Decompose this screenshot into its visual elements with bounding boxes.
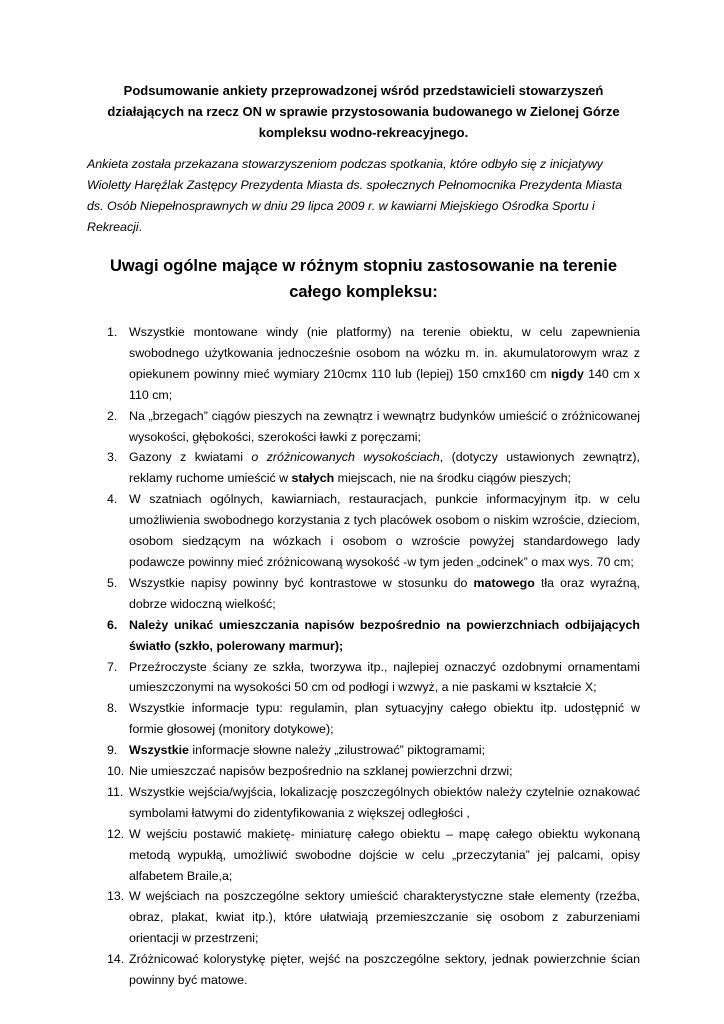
list-item-text: Wszystkie wejścia/wyjścia, lokalizację poszczególnych obiektów należy czytelnie oznakować symbolami łatwymi do zidentyfikowania z większej odległości ,: [129, 784, 640, 820]
list-item: [87, 698, 640, 740]
list-item: [87, 761, 640, 782]
list-item: [87, 615, 640, 657]
list-item-number: 4.: [107, 492, 118, 507]
list-item: [87, 782, 640, 824]
list-item-number: 6.: [107, 617, 118, 632]
list-item-text: Należy unikać umieszczania napisów bezpośrednio na powierzchniach odbijających światło (szkło, polerowany marmur);: [129, 617, 640, 653]
recommendations-list: [87, 322, 640, 991]
list-item-text: W szatniach ogólnych, kawiarniach, restauracjach, punkcie informacyjnym itp. w celu umożliwienia swobodnego korzystania z tych placówek osobom o niskim wzroście, dzieciom, osobom siedzącym na wózkach i osobom o wzroście powyżej standardowego lady podawcze powinny mieć zróżnicowaną wysokość -w tym jeden „odcinek” o max wys. 70 cm;: [129, 492, 640, 569]
list-item-number: 10.: [107, 764, 125, 779]
list-item: [87, 740, 640, 761]
list-item: [87, 886, 640, 949]
list-item-number: 14.: [107, 952, 125, 967]
list-item-number: 13.: [107, 889, 125, 904]
list-item-text: stałych: [291, 471, 335, 486]
list-item-text: Wszystkie montowane windy (nie platformy) na terenie obiektu, w celu zapewnienia swobodnego użytkowania jednocześnie osobom na wózku m. in. akumulatorowym wraz z opiekunem powinny mieć wymiary 210cmx 110 lub (lepiej) 150 cmx160 cm: [129, 325, 640, 381]
list-item-text: Wszystkie informacje typu: regulamin, plan sytuacyjny całego obiektu itp. udostępnić w formie głosowej (monitory dotykowe);: [129, 701, 640, 737]
list-item-text: matowego: [473, 575, 535, 590]
list-item: [87, 573, 640, 615]
list-item: [87, 447, 640, 489]
list-item-number: 9.: [107, 743, 118, 758]
list-item-number: 5.: [107, 575, 118, 590]
list-item-text: Wszystkie: [129, 743, 189, 758]
list-item-text: 140 cm x 110 cm;: [129, 366, 641, 402]
list-item: [87, 657, 640, 699]
intro-text: Ankieta została przekazana stowarzyszeniom podczas spotkania, które odbyło się z inicjatywy Wioletty Haręźlak Zastępcy Prezydenta Miasta ds. społecznych Pełnomocnika Prezydenta Miasta ds. Osób Niepełnosprawnych w dniu 29 lipca 2009 r. w kawiarni Miejskiego Ośrodka Sportu i Rekreacji: [87, 157, 622, 234]
list-item-text: Wszystkie napisy powinny być kontrastowe w stosunku do: [129, 575, 474, 590]
list-item-text: W wejściach na poszczególne sektory umieścić charakterystyczne stałe elementy (rzeźba, obraz, plakat, kwiat itp.), które ułatwiają przemieszczanie się osobom z zaburzeniami orientacji w przestrzeni;: [129, 889, 640, 946]
list-item-number: 2.: [107, 408, 118, 423]
list-item-text: Zróżnicować kolorystykę pięter, wejść na poszczególne sektory, jednak powierzchnie ścian powinny być matowe.: [129, 952, 640, 988]
list-item: [87, 322, 640, 406]
document-intro: [87, 154, 640, 238]
list-item: [87, 489, 640, 573]
list-item-text: o zróżnicowanych wysokościach: [251, 450, 440, 465]
document-title: Podsumowanie ankiety przeprowadzonej wśród przedstawicieli stowarzyszeń działających na rzecz ON w sprawie przystosowania budowanego w Zielonej Górze kompleksu wodno-rekreacyjnego.: [107, 83, 620, 140]
list-item-text: nigdy: [550, 366, 584, 381]
list-item-text: W wejściu postawić makietę- miniaturę całego obiektu – mapę całego obiektu wykonaną metodą wypukłą, umożliwić swobodne dojście w celu „przeczytania” jej palcami, opisy alfabetem Braile,a;: [129, 826, 640, 883]
list-item-text: Na „brzegach” ciągów pieszych na zewnątrz i wewnątrz budynków umieścić o zróżnicowanej wysokości, głębokości, szerokości ławki z poręczami;: [129, 408, 640, 444]
list-item-text: Gazony z kwiatami: [129, 450, 252, 465]
list-item-text: miejscach, nie na środku ciągów pieszych;: [334, 471, 572, 486]
list-item-number: 7.: [107, 659, 118, 674]
list-item-text: , (dotyczy ustawionych zewnątrz), reklamy ruchome umieścić w: [129, 450, 640, 486]
list-item-text: tła oraz wyraźną, dobrze widoczną wielkość;: [129, 575, 640, 611]
list-item-number: 12.: [107, 826, 125, 841]
document-page: [87, 80, 640, 991]
section-heading: Uwagi ogólne mające w różnym stopniu zastosowanie na terenie całego kompleksu:: [109, 257, 618, 301]
list-item-number: 11.: [107, 784, 124, 799]
list-item-number: 1.: [107, 325, 118, 339]
list-item: [87, 824, 640, 887]
list-item-text: Nie umieszczać napisów bezpośrednio na szklanej powierzchni drzwi;: [129, 764, 513, 779]
list-item-text: informacje słowne należy „zilustrować” piktogramami;: [188, 743, 486, 758]
list-item-number: 3.: [107, 450, 118, 465]
list-item: [87, 949, 640, 991]
intro-period: .: [138, 220, 143, 234]
list-item-text: Przeźroczyste ściany ze szkła, tworzywa itp., najlepiej oznaczyć ozdobnymi ornamentami umieszczonymi na wysokości 50 cm od podłogi i wzwyż, a nie paskami w kształcie X;: [129, 659, 640, 695]
list-item: [87, 406, 640, 448]
list-item-number: 8.: [107, 701, 118, 716]
